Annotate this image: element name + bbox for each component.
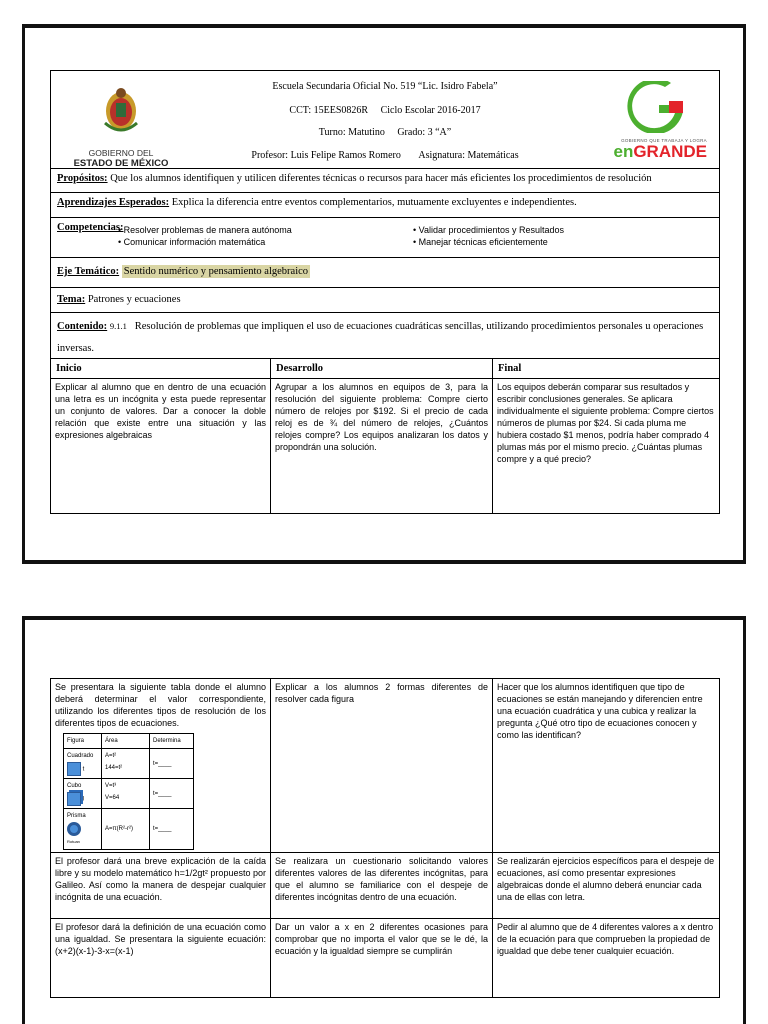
competencias-label: Competencias:	[57, 222, 124, 233]
competencias-col-2	[413, 224, 564, 248]
square-icon	[67, 762, 81, 776]
cube-icon	[67, 792, 81, 806]
competencias-col-1	[118, 224, 292, 248]
mini-det-cell: t=____	[150, 749, 194, 779]
page-border-top	[22, 24, 746, 28]
engrande-logo	[597, 81, 707, 161]
phases-row-1	[51, 379, 719, 513]
engrande-wordmark	[597, 143, 707, 161]
col-final-header: Final	[498, 363, 522, 374]
desarrollo-cell: Agrupar a los alumnos en equipos de 3, para la resolución del siguiente problema: Compre cierto número de relojes por $192. Si el precio de cada reloj es de ¾ del número de relojes, ¿Cuántos relojes compre? Los equipos analizaran los datos y propondrán una solución.	[271, 379, 493, 513]
aprendizajes-row	[51, 193, 719, 218]
figure-var: t	[82, 766, 85, 773]
area-formula: V=64	[105, 795, 120, 801]
mini-area-cell	[102, 779, 150, 809]
mini-area-cell	[102, 749, 150, 779]
page-border-right	[743, 616, 746, 1024]
school-shift: Turno: Matutino	[318, 127, 385, 138]
mini-figure-cell	[64, 749, 102, 779]
figure-var: Rotuan	[67, 839, 80, 844]
inicio-text: Se presentara la siguiente tabla donde el alumno deberá determinar el valor correspondiente, utilizando los diferentes tipos de resolución de los diferentes tipos de ecuaciones.	[55, 682, 266, 728]
area-formula: V=t³	[105, 783, 117, 789]
figure-name: Cuadrado	[67, 753, 94, 759]
page-border-top	[22, 616, 746, 620]
logo-left-line2: ESTADO DE MÉXICO	[73, 158, 169, 169]
propositos-label: Propósitos:	[57, 173, 108, 184]
col-inicio-header: Inicio	[51, 359, 271, 378]
figure-name: Cubo	[67, 783, 82, 789]
teacher-name: Profesor: Luis Felipe Ramos Romero	[251, 150, 401, 161]
ring-icon	[67, 822, 81, 836]
tema-text: Patrones y ecuaciones	[87, 294, 181, 305]
page-border-left	[22, 24, 25, 564]
tema-label: Tema:	[57, 294, 86, 305]
propositos-text: Que los alumnos identifiquen y utilicen diferentes técnicas o recursos para hacer más eficientes los procedimientos de resolución	[110, 173, 652, 184]
eje-text: Sentido numérico y pensamiento algebraico	[123, 266, 309, 277]
inicio-cell: El profesor dará una breve explicación de la caída libre y su modelo matemático h=1/2gt² propuesto por Galileo. Así como la manera de despejar cualquier incógnita de una ecuación.	[51, 853, 271, 918]
engrande-tagline: GOBIERNO QUE TRABAJA Y LOGRA	[621, 138, 707, 143]
competencia-item: • Manejar técnicas eficientemente	[413, 237, 548, 247]
phases-row-2	[51, 679, 719, 853]
mini-figure-cell	[64, 779, 102, 809]
subject-name: Asignatura: Matemáticas	[418, 150, 519, 161]
propositos-row	[51, 169, 719, 193]
contenido-code: 9.1.1	[109, 321, 127, 331]
contenido-label: Contenido:	[57, 321, 108, 332]
document-page-1	[22, 24, 746, 564]
page-border-right	[743, 24, 746, 564]
logo-left-line1: GOBIERNO DEL	[88, 148, 154, 158]
mini-header: Determina	[150, 734, 194, 749]
inicio-cell: Explicar al alumno que en dentro de una ecuación una letra es un incógnita y esta puede representar un conjunto de valores. Dar a conocer la doble relación que existe entre una situación y las expresiones algebraicas	[51, 379, 271, 513]
engrande-brand-b: GRANDE	[633, 142, 707, 161]
desarrollo-cell: Dar un valor a x en 2 diferentes ocasiones para comprobar que no importa el valor que se le dé, la ecuación y la igualdad siempre se cumplirán	[271, 919, 493, 997]
mini-figure-cell	[64, 809, 102, 850]
cct-code: CCT: 15EES0826R	[289, 105, 369, 116]
lesson-plan-table	[50, 70, 720, 514]
school-grade: Grado: 3 “A”	[397, 127, 452, 138]
contenido-row	[51, 313, 719, 359]
phases-header-row	[51, 359, 719, 379]
phases-row-4	[51, 919, 719, 997]
inicio-cell	[51, 679, 271, 852]
g-logo-icon	[597, 81, 707, 133]
mini-row-cube	[64, 779, 194, 809]
phases-row-3	[51, 853, 719, 919]
page-border-left	[22, 616, 25, 1024]
col-desarrollo-header: Desarrollo	[271, 359, 493, 378]
tema-row	[51, 288, 719, 313]
area-formula: A=t²	[105, 753, 117, 759]
engrande-brand-a: en	[613, 142, 634, 161]
final-cell: Pedir al alumno que de 4 diferentes valores a x dentro de la ecuación para que comprueben la propiedad de igualdad que debe tener cualquier ecuación.	[497, 922, 714, 956]
contenido-text: Resolución de problemas que impliquen el uso de ecuaciones cuadráticas sencillas, utilizando procedimientos personales u operaciones inversas.	[57, 321, 704, 354]
inicio-cell: El profesor dará la definición de una ecuación como una igualdad. Se presentara la siguiente ecuación: (x+2)(x-1)-3-x=(x-1)	[51, 919, 271, 997]
eje-row	[51, 258, 719, 288]
desarrollo-cell: Se realizara un cuestionario solicitando valores diferentes valores de las diferentes incógnitas, para que el alumno se familiarice con el despeje de diferentes incógnitas dentro de una ecuación.	[271, 853, 493, 918]
final-cell: Se realizarán ejercicios específicos para el despeje de ecuaciones, así como presentar expresiones algebraicas donde el alumno deberá enunciar cada una de ellas con letra.	[497, 856, 715, 902]
page-border-bottom	[22, 560, 746, 564]
mini-det-cell: t=____	[150, 779, 194, 809]
aprendizajes-label: Aprendizajes Esperados:	[57, 197, 170, 208]
figures-mini-table	[63, 733, 194, 850]
eje-label: Eje Temático:	[57, 266, 120, 277]
competencias-row	[51, 218, 719, 258]
mini-header: Área	[102, 734, 150, 749]
school-name: Escuela Secundaria Oficial No. 519 “Lic. Isidro Fabela”	[272, 81, 498, 92]
figure-name: Prisma	[67, 813, 86, 819]
mini-row-prism	[64, 809, 194, 850]
lesson-plan-table-continued	[50, 678, 720, 998]
final-cell: Hacer que los alumnos identifiquen que tipo de ecuaciones se están manejando y diferencien entre una ecuación cuadrática y una cubica y realizar la pregunta ¿Qué otro tipo de ecuaciones conocen y como las identifican?	[497, 682, 703, 740]
desarrollo-cell: Explicar a los alumnos 2 formas diferentes de resolver cada figura	[271, 679, 493, 852]
school-cycle: Ciclo Escolar 2016-2017	[380, 105, 481, 116]
competencia-item: • Comunicar información matemática	[118, 237, 266, 247]
competencia-item: • Resolver problemas de manera autónoma	[118, 225, 292, 235]
competencia-item: • Validar procedimientos y Resultados	[413, 225, 565, 235]
aprendizajes-text: Explica la diferencia entre eventos complementarios, mutuamente excluyentes e independientes.	[171, 197, 577, 208]
document-page-2	[22, 616, 746, 1024]
school-header	[51, 71, 719, 169]
mini-area-cell: A=π(R²-r²)	[102, 809, 150, 850]
area-formula: 144=t²	[105, 765, 123, 771]
final-cell: Los equipos deberán comparar sus resultados y escribir conclusiones generales. Se aplicara individualmente el siguiente problema: Compre ciertos números de plumas por $24. Si cada pluma me hubiera costado $1 menos, podría haber comprado 4 plumas más por el mismo precio. ¿Cuántas plumas compre y a qué precio?	[497, 382, 714, 464]
mini-det-cell: t=____	[150, 809, 194, 850]
mini-header: Figura	[64, 734, 102, 749]
mini-row-square	[64, 749, 194, 779]
figure-var: l	[82, 796, 85, 803]
gobierno-edomex-logo	[61, 81, 181, 169]
